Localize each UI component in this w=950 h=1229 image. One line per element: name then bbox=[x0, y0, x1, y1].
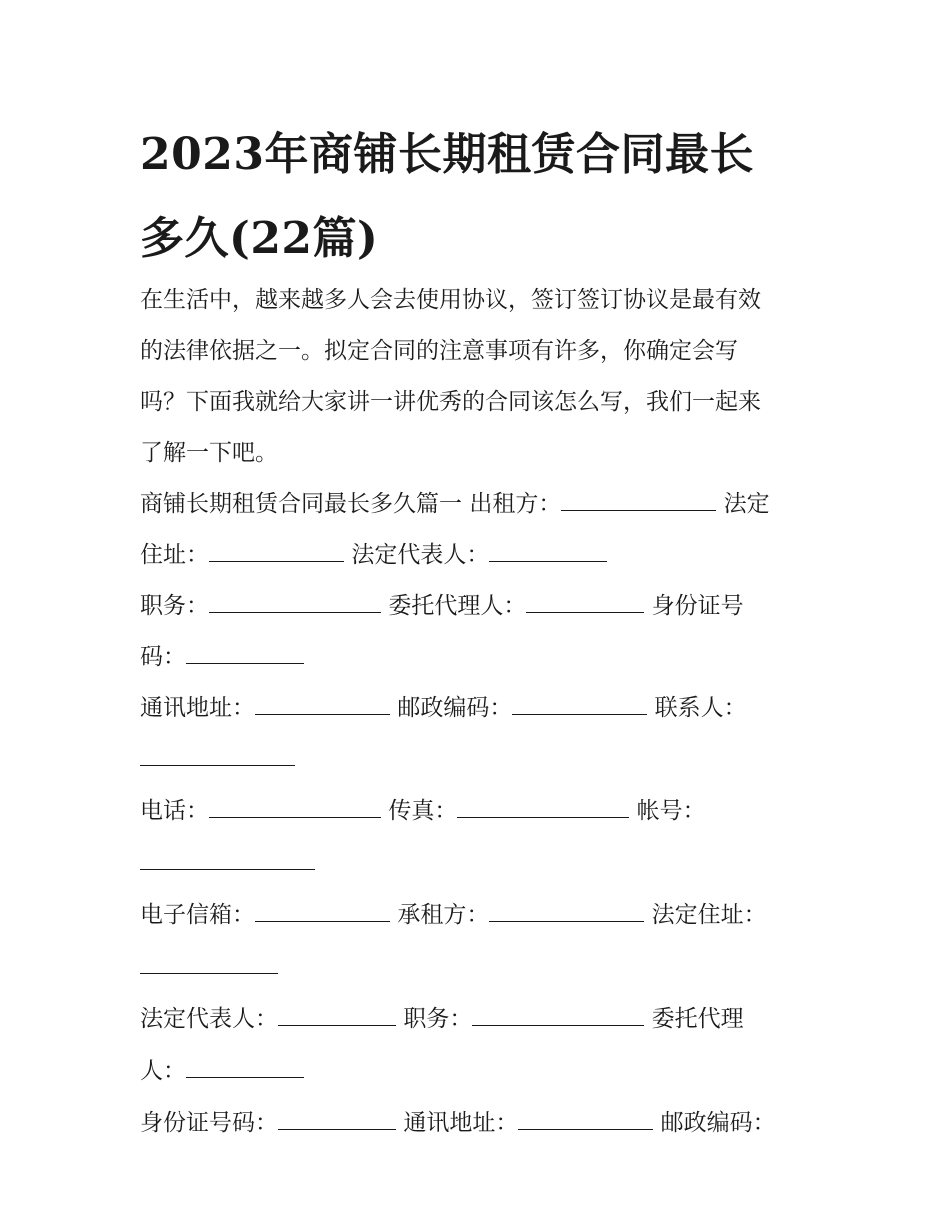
mail-address-blank-2[interactable] bbox=[518, 1111, 653, 1130]
lessor-label: 出租方： bbox=[469, 491, 562, 517]
legal-rep-label-2: 法定代表人： bbox=[140, 1006, 278, 1032]
document-body bbox=[140, 275, 820, 1149]
id-blank[interactable] bbox=[186, 645, 304, 664]
agent-label: 委托代理人： bbox=[388, 593, 527, 619]
lessor-blank[interactable] bbox=[561, 492, 716, 511]
legal-rep-label: 法定代表人： bbox=[351, 542, 490, 568]
lessee-label: 承租方： bbox=[397, 902, 490, 928]
postcode-blank[interactable] bbox=[512, 696, 647, 715]
fax-blank[interactable] bbox=[457, 799, 629, 818]
mail-address-blank[interactable] bbox=[255, 696, 390, 715]
position-blank-2[interactable] bbox=[472, 1007, 644, 1026]
form-line bbox=[140, 530, 820, 581]
legal-rep-blank[interactable] bbox=[489, 543, 607, 562]
agent-label-b: 人： bbox=[140, 1058, 186, 1084]
form-line bbox=[140, 683, 820, 734]
mail-address-label: 通讯地址： bbox=[140, 695, 255, 721]
form-line bbox=[140, 941, 820, 993]
fax-label: 传真： bbox=[388, 798, 458, 824]
id-full-label: 身份证号码： bbox=[140, 1110, 278, 1136]
form-line bbox=[140, 993, 820, 1045]
position-label-2: 职务： bbox=[403, 1006, 473, 1032]
contract-heading: 商铺长期租赁合同最长多久篇一 bbox=[140, 491, 462, 517]
form-line bbox=[140, 889, 820, 941]
form-line bbox=[140, 581, 820, 632]
form-line bbox=[140, 1097, 820, 1149]
position-label: 职务： bbox=[140, 593, 209, 619]
address-label: 住址： bbox=[140, 542, 209, 568]
intro-line: 的法律依据之一。拟定合同的注意事项有许多，你确定会写 bbox=[140, 338, 738, 364]
mail-address-label-2: 通讯地址： bbox=[403, 1110, 519, 1136]
document-title bbox=[140, 113, 820, 281]
address-blank[interactable] bbox=[209, 543, 344, 562]
id-label-b: 码： bbox=[140, 644, 186, 670]
legal-rep-blank-2[interactable] bbox=[278, 1007, 396, 1026]
position-blank[interactable] bbox=[209, 594, 381, 613]
intro-line: 在生活中，越来越多人会去使用协议，签订签订协议是最有效 bbox=[140, 287, 761, 313]
contract-parties-section bbox=[140, 479, 820, 785]
form-line bbox=[140, 785, 820, 837]
contract-contact-section bbox=[140, 785, 820, 1149]
agent-blank[interactable] bbox=[526, 594, 644, 613]
id-full-blank[interactable] bbox=[278, 1111, 396, 1130]
intro-paragraph bbox=[140, 275, 820, 479]
form-line bbox=[140, 1045, 820, 1097]
intro-line: 了解一下吧。 bbox=[140, 440, 278, 466]
intro-line: 吗？下面我就给大家讲一讲优秀的合同该怎么写，我们一起来 bbox=[140, 389, 761, 415]
form-line bbox=[140, 734, 820, 785]
id-label-a: 身份证号 bbox=[651, 593, 744, 619]
contact-label: 联系人： bbox=[654, 695, 747, 721]
account-label: 帐号： bbox=[636, 798, 706, 824]
postcode-label: 邮政编码： bbox=[397, 695, 513, 721]
lessee-blank[interactable] bbox=[489, 903, 644, 922]
account-blank[interactable] bbox=[140, 851, 315, 870]
form-line bbox=[140, 632, 820, 683]
title-line-2: 多久(22篇) bbox=[140, 213, 379, 264]
title-line-1: 2023年商铺长期租赁合同最长 bbox=[140, 129, 754, 180]
agent-label-a: 委托代理 bbox=[651, 1006, 744, 1032]
form-line bbox=[140, 837, 820, 889]
legal-label: 法定 bbox=[723, 491, 770, 517]
agent-blank-2[interactable] bbox=[186, 1059, 304, 1078]
legal-address-label: 法定住址： bbox=[651, 902, 767, 928]
email-label: 电子信箱： bbox=[140, 902, 255, 928]
phone-blank[interactable] bbox=[209, 799, 381, 818]
email-blank[interactable] bbox=[255, 903, 390, 922]
postcode-label-2: 邮政编码： bbox=[660, 1110, 776, 1136]
legal-address-blank[interactable] bbox=[140, 955, 278, 974]
form-line bbox=[140, 479, 820, 530]
phone-label: 电话： bbox=[140, 798, 209, 824]
contact-blank[interactable] bbox=[140, 747, 295, 766]
